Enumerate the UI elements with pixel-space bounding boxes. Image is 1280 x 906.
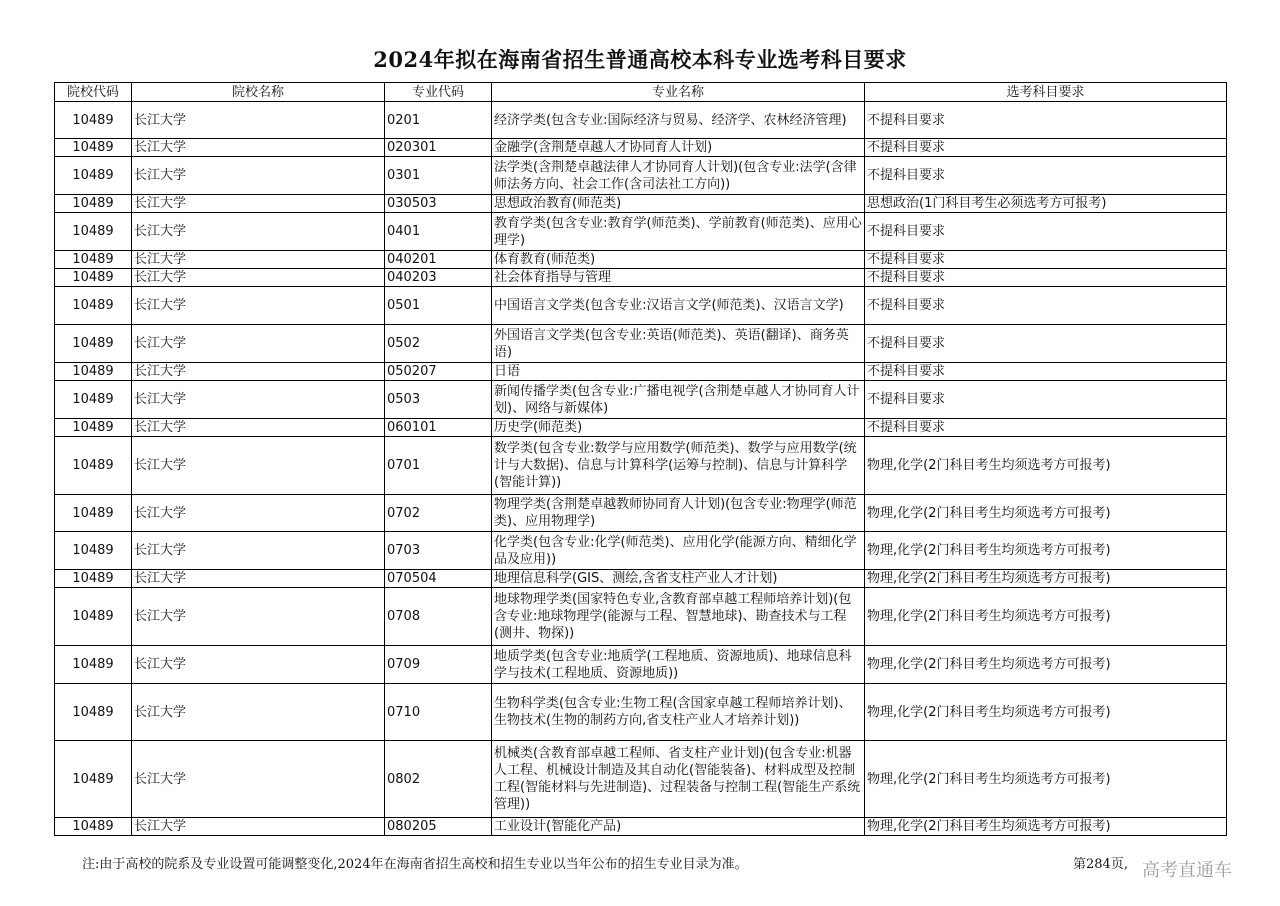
requirement-cell: 物理,化学(2门科目考生均须选考方可报考) xyxy=(865,684,1227,741)
requirement-cell: 物理,化学(2门科目考生均须选考方可报考) xyxy=(865,532,1227,570)
school-name-cell: 长江大学 xyxy=(132,102,385,139)
col-header-requirement: 选考科目要求 xyxy=(865,83,1227,102)
major-code-cell: 0802 xyxy=(385,741,492,818)
requirement-cell: 不提科目要求 xyxy=(865,287,1227,325)
table-row xyxy=(55,195,1227,213)
major-name-cell: 思想政治教育(师范类) xyxy=(492,195,865,213)
school-code-cell: 10489 xyxy=(55,363,132,381)
major-name-cell: 化学类(包含专业:化学(师范类)、应用化学(能源方向、精细化学品及应用)) xyxy=(492,532,865,570)
school-code-cell: 10489 xyxy=(55,741,132,818)
major-code-cell: 050207 xyxy=(385,363,492,381)
major-name-cell: 社会体育指导与管理 xyxy=(492,269,865,287)
requirement-cell: 物理,化学(2门科目考生均须选考方可报考) xyxy=(865,570,1227,588)
major-code-cell: 0709 xyxy=(385,646,492,684)
school-name-cell: 长江大学 xyxy=(132,213,385,251)
school-code-cell: 10489 xyxy=(55,588,132,646)
major-name-cell: 数学类(包含专业:数学与应用数学(师范类)、数学与应用数学(统计与大数据)、信息与计算科学(运筹与控制)、信息与计算科学(智能计算)) xyxy=(492,437,865,495)
requirement-cell: 物理,化学(2门科目考生均须选考方可报考) xyxy=(865,818,1227,836)
table-row xyxy=(55,269,1227,287)
major-name-cell: 地理信息科学(GIS、测绘,含省支柱产业人才计划) xyxy=(492,570,865,588)
school-code-cell: 10489 xyxy=(55,381,132,419)
col-header-major-name: 专业名称 xyxy=(492,83,865,102)
table-row xyxy=(55,363,1227,381)
page-title: 2024年拟在海南省招生普通高校本科专业选考科目要求 xyxy=(373,47,907,72)
major-name-cell: 机械类(含教育部卓越工程师、省支柱产业计划)(包含专业:机器人工程、机械设计制造及其自动化(智能装备)、材料成型及控制工程(智能材料与先进制造)、过程装备与控制工程(智能生产系统管理)) xyxy=(492,741,865,818)
school-code-cell: 10489 xyxy=(55,646,132,684)
requirement-cell: 不提科目要求 xyxy=(865,102,1227,139)
requirement-cell: 物理,化学(2门科目考生均须选考方可报考) xyxy=(865,495,1227,532)
requirements-table xyxy=(54,82,1227,836)
table-row xyxy=(55,684,1227,741)
school-code-cell: 10489 xyxy=(55,437,132,495)
requirement-cell: 不提科目要求 xyxy=(865,139,1227,157)
table-row xyxy=(55,139,1227,157)
major-code-cell: 0503 xyxy=(385,381,492,419)
school-name-cell: 长江大学 xyxy=(132,419,385,437)
col-header-school-code: 院校代码 xyxy=(55,83,132,102)
major-code-cell: 0702 xyxy=(385,495,492,532)
table-row xyxy=(55,646,1227,684)
major-code-cell: 0710 xyxy=(385,684,492,741)
requirement-cell: 不提科目要求 xyxy=(865,381,1227,419)
major-code-cell: 0502 xyxy=(385,325,492,363)
school-code-cell: 10489 xyxy=(55,495,132,532)
table-row xyxy=(55,325,1227,363)
school-name-cell: 长江大学 xyxy=(132,570,385,588)
requirement-cell: 物理,化学(2门科目考生均须选考方可报考) xyxy=(865,588,1227,646)
requirement-cell: 物理,化学(2门科目考生均须选考方可报考) xyxy=(865,646,1227,684)
table-row xyxy=(55,741,1227,818)
requirement-cell: 思想政治(1门科目考生必须选考方可报考) xyxy=(865,195,1227,213)
school-name-cell: 长江大学 xyxy=(132,157,385,195)
school-code-cell: 10489 xyxy=(55,213,132,251)
school-name-cell: 长江大学 xyxy=(132,495,385,532)
col-header-major-code: 专业代码 xyxy=(385,83,492,102)
requirement-cell: 不提科目要求 xyxy=(865,251,1227,269)
school-name-cell: 长江大学 xyxy=(132,251,385,269)
school-name-cell: 长江大学 xyxy=(132,646,385,684)
requirement-cell: 不提科目要求 xyxy=(865,269,1227,287)
table-row xyxy=(55,287,1227,325)
table-row xyxy=(55,213,1227,251)
major-code-cell: 040201 xyxy=(385,251,492,269)
major-code-cell: 020301 xyxy=(385,139,492,157)
school-code-cell: 10489 xyxy=(55,251,132,269)
table-row xyxy=(55,437,1227,495)
school-code-cell: 10489 xyxy=(55,102,132,139)
major-name-cell: 外国语言文学类(包含专业:英语(师范类)、英语(翻译)、商务英语) xyxy=(492,325,865,363)
requirement-cell: 不提科目要求 xyxy=(865,419,1227,437)
major-name-cell: 物理学类(含荆楚卓越教师协同育人计划)(包含专业:物理学(师范类)、应用物理学) xyxy=(492,495,865,532)
page-number: 第284页, xyxy=(1073,857,1128,872)
watermark: 高考直通车 xyxy=(1142,860,1232,881)
requirement-cell: 不提科目要求 xyxy=(865,363,1227,381)
school-name-cell: 长江大学 xyxy=(132,363,385,381)
table-row xyxy=(55,818,1227,836)
requirement-cell: 不提科目要求 xyxy=(865,213,1227,251)
requirement-cell: 不提科目要求 xyxy=(865,325,1227,363)
table-row xyxy=(55,419,1227,437)
school-name-cell: 长江大学 xyxy=(132,588,385,646)
major-name-cell: 体育教育(师范类) xyxy=(492,251,865,269)
requirement-cell: 不提科目要求 xyxy=(865,157,1227,195)
major-code-cell: 0708 xyxy=(385,588,492,646)
major-code-cell: 0301 xyxy=(385,157,492,195)
major-name-cell: 新闻传播学类(包含专业:广播电视学(含荆楚卓越人才协同育人计划)、网络与新媒体) xyxy=(492,381,865,419)
major-code-cell: 0701 xyxy=(385,437,492,495)
school-name-cell: 长江大学 xyxy=(132,818,385,836)
major-code-cell: 030503 xyxy=(385,195,492,213)
major-name-cell: 法学类(含荆楚卓越法律人才协同育人计划)(包含专业:法学(含律师法务方向、社会工作(含司法社工方向)) xyxy=(492,157,865,195)
school-name-cell: 长江大学 xyxy=(132,139,385,157)
major-name-cell: 生物科学类(包含专业:生物工程(含国家卓越工程师培养计划)、生物技术(生物的制药方向,省支柱产业人才培养计划)) xyxy=(492,684,865,741)
school-name-cell: 长江大学 xyxy=(132,741,385,818)
school-code-cell: 10489 xyxy=(55,325,132,363)
major-code-cell: 040203 xyxy=(385,269,492,287)
school-name-cell: 长江大学 xyxy=(132,381,385,419)
school-name-cell: 长江大学 xyxy=(132,437,385,495)
table-row xyxy=(55,588,1227,646)
school-name-cell: 长江大学 xyxy=(132,325,385,363)
school-code-cell: 10489 xyxy=(55,570,132,588)
major-name-cell: 工业设计(智能化产品) xyxy=(492,818,865,836)
school-code-cell: 10489 xyxy=(55,818,132,836)
major-name-cell: 日语 xyxy=(492,363,865,381)
requirement-cell: 物理,化学(2门科目考生均须选考方可报考) xyxy=(865,741,1227,818)
major-name-cell: 金融学(含荆楚卓越人才协同育人计划) xyxy=(492,139,865,157)
major-code-cell: 0703 xyxy=(385,532,492,570)
footer-note: 注:由于高校的院系及专业设置可能调整变化,2024年在海南省招生高校和招生专业以当年公布的招生专业目录为准。 xyxy=(82,857,748,872)
table-row xyxy=(55,495,1227,532)
major-code-cell: 0501 xyxy=(385,287,492,325)
major-code-cell: 0201 xyxy=(385,102,492,139)
school-code-cell: 10489 xyxy=(55,139,132,157)
table-row xyxy=(55,157,1227,195)
table-row xyxy=(55,251,1227,269)
table-header-row xyxy=(55,83,1227,102)
table-row xyxy=(55,532,1227,570)
major-code-cell: 070504 xyxy=(385,570,492,588)
table-row xyxy=(55,381,1227,419)
major-code-cell: 080205 xyxy=(385,818,492,836)
school-name-cell: 长江大学 xyxy=(132,532,385,570)
school-code-cell: 10489 xyxy=(55,157,132,195)
school-code-cell: 10489 xyxy=(55,419,132,437)
table-row xyxy=(55,102,1227,139)
major-code-cell: 060101 xyxy=(385,419,492,437)
school-code-cell: 10489 xyxy=(55,269,132,287)
school-code-cell: 10489 xyxy=(55,287,132,325)
school-code-cell: 10489 xyxy=(55,195,132,213)
table-row xyxy=(55,570,1227,588)
school-name-cell: 长江大学 xyxy=(132,684,385,741)
school-code-cell: 10489 xyxy=(55,532,132,570)
school-name-cell: 长江大学 xyxy=(132,195,385,213)
major-name-cell: 历史学(师范类) xyxy=(492,419,865,437)
requirement-cell: 物理,化学(2门科目考生均须选考方可报考) xyxy=(865,437,1227,495)
col-header-school-name: 院校名称 xyxy=(132,83,385,102)
school-code-cell: 10489 xyxy=(55,684,132,741)
school-name-cell: 长江大学 xyxy=(132,269,385,287)
major-name-cell: 教育学类(包含专业:教育学(师范类)、学前教育(师范类)、应用心理学) xyxy=(492,213,865,251)
major-name-cell: 地质学类(包含专业:地质学(工程地质、资源地质)、地球信息科学与技术(工程地质、资源地质)) xyxy=(492,646,865,684)
school-name-cell: 长江大学 xyxy=(132,287,385,325)
major-name-cell: 经济学类(包含专业:国际经济与贸易、经济学、农林经济管理) xyxy=(492,102,865,139)
major-code-cell: 0401 xyxy=(385,213,492,251)
major-name-cell: 中国语言文学类(包含专业:汉语言文学(师范类)、汉语言文学) xyxy=(492,287,865,325)
major-name-cell: 地球物理学类(国家特色专业,含教育部卓越工程师培养计划)(包含专业:地球物理学(能源与工程、智慧地球)、勘查技术与工程(测井、物探)) xyxy=(492,588,865,646)
